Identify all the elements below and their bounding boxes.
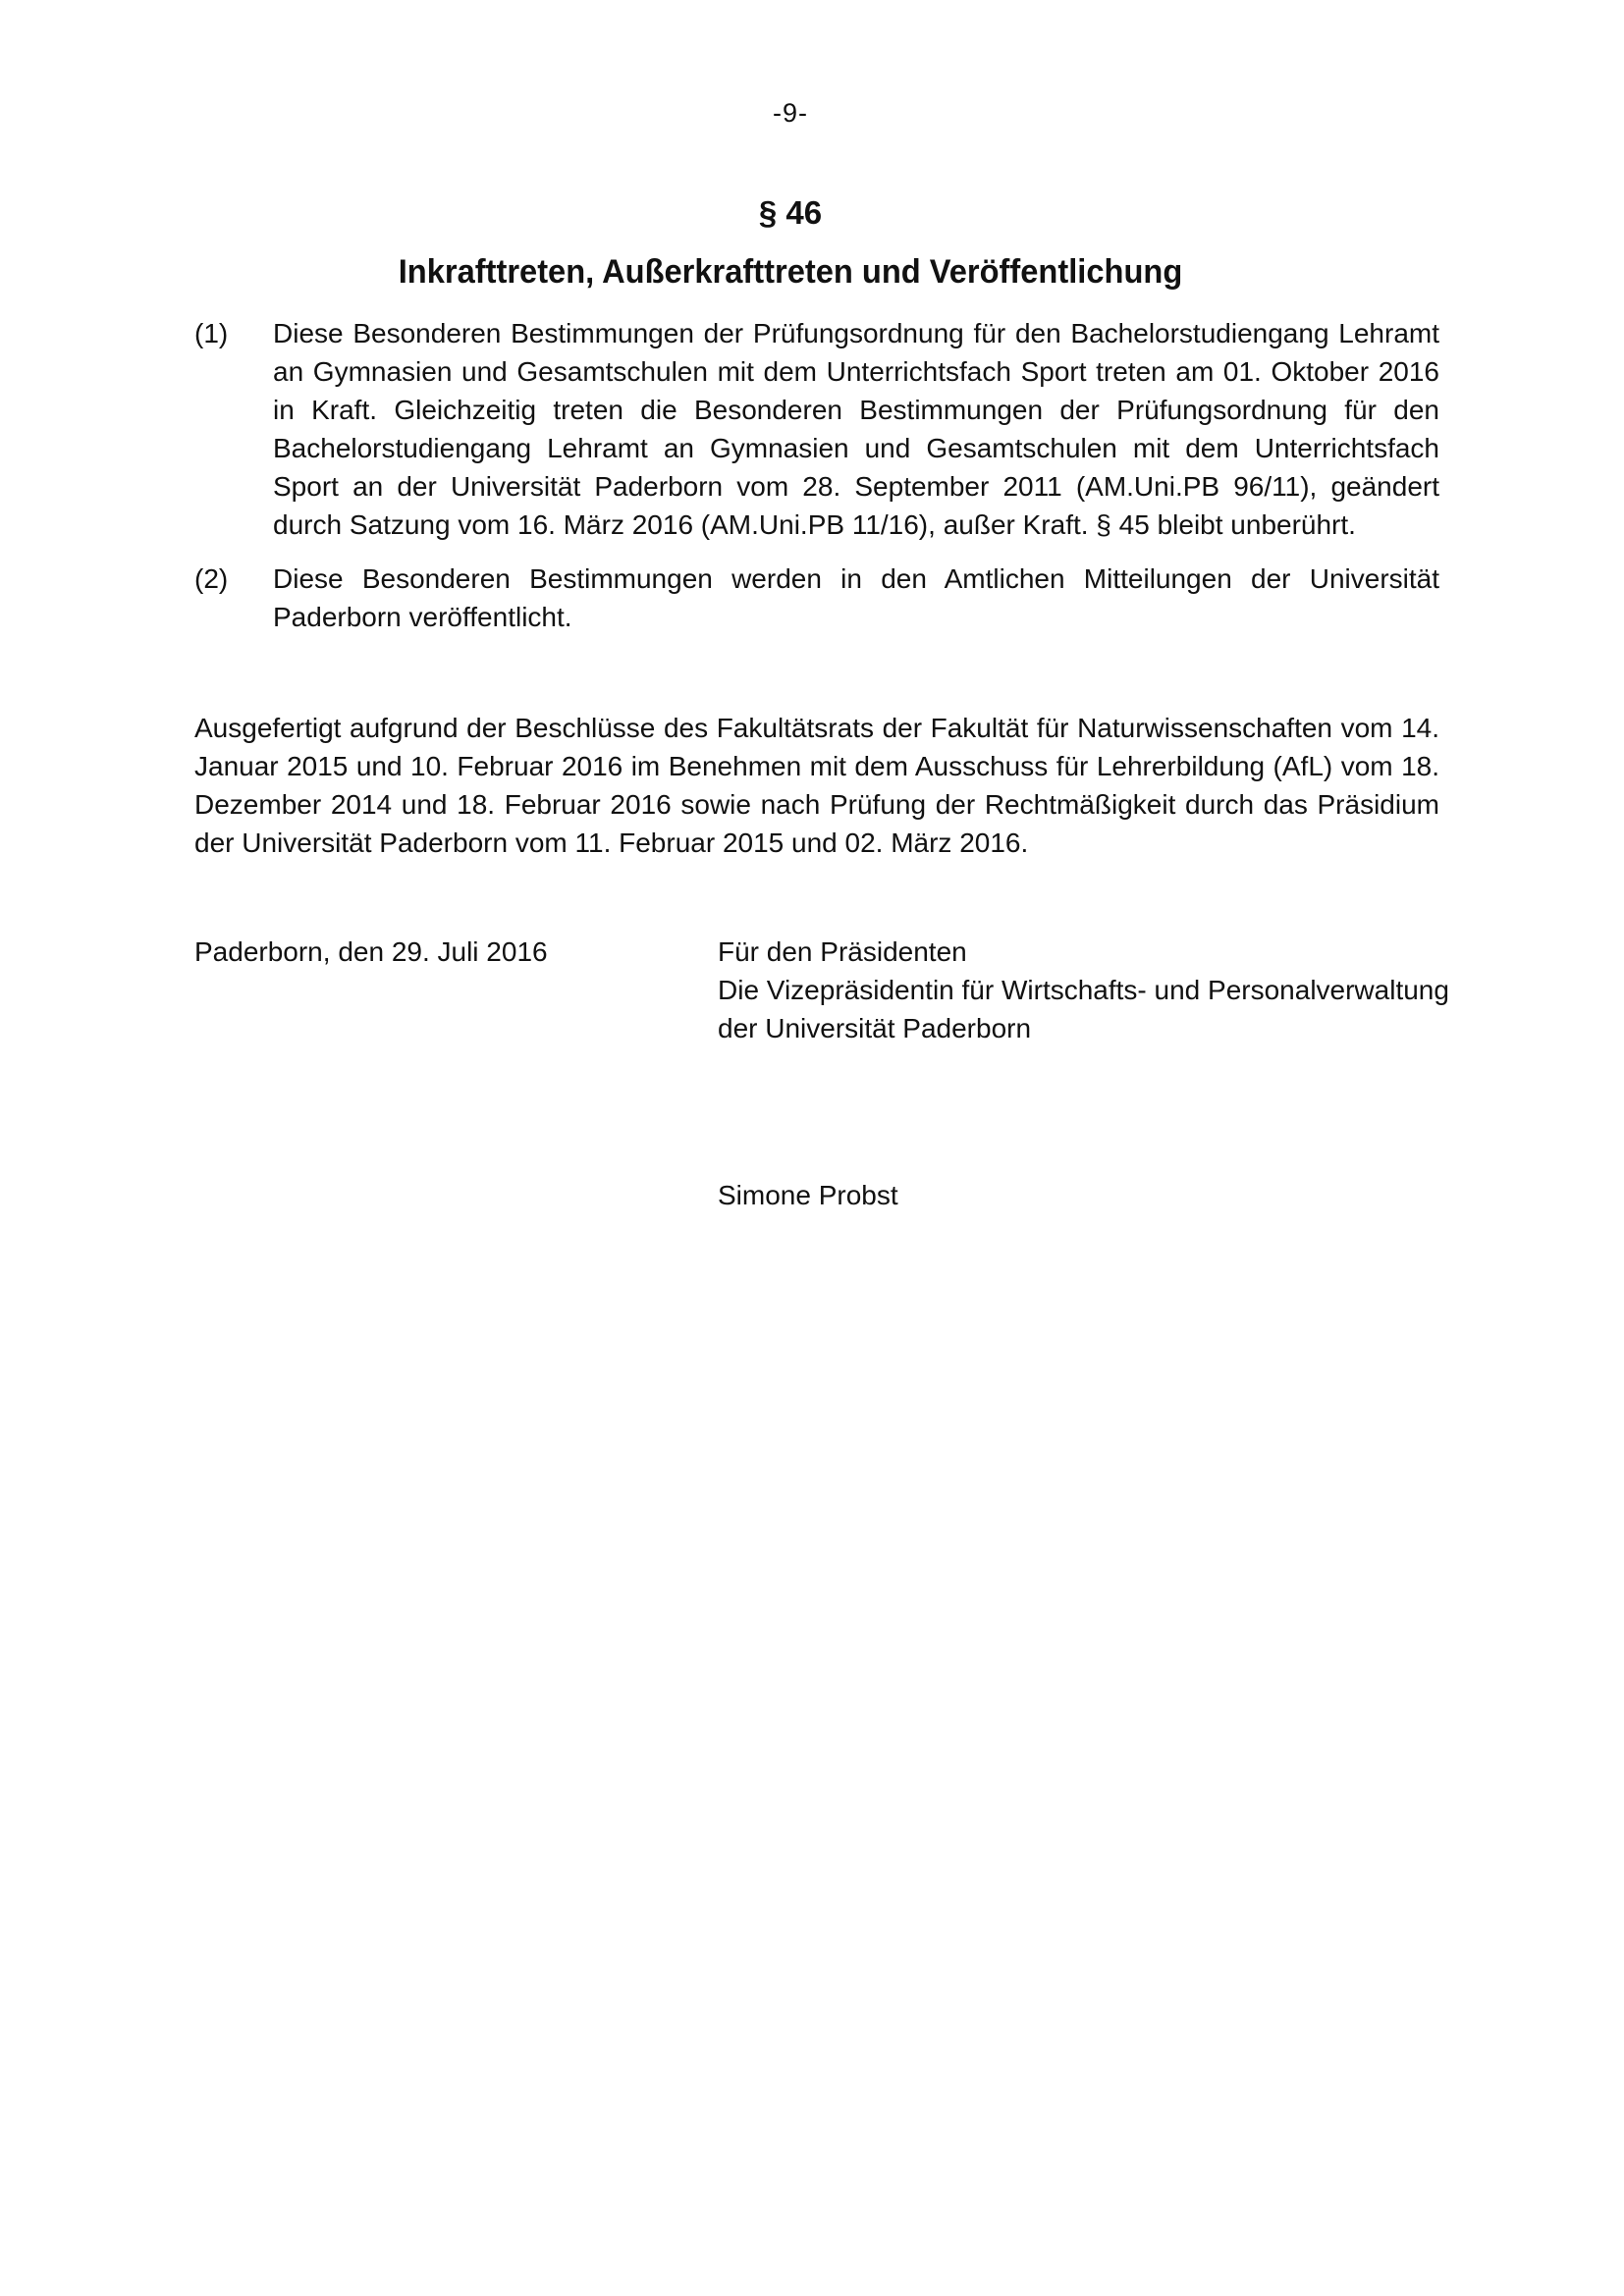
signer-name: Simone Probst <box>718 1180 898 1210</box>
paragraph-1-number: (1) <box>194 318 229 348</box>
signature-block <box>718 933 1449 1047</box>
issued-statement: Ausgefertigt aufgrund der Beschlüsse des Fakultätsrats der Fakultät für Naturwissenschaften vom 14. Januar 2015 und 10. Februar 2016 im Benehmen mit dem Ausschuss für Lehrerbildung (AfL) vom 18. Dezember 2014 und 18. Februar 2016 sowie nach Prüfung der Rechtmäßigkeit durch das Präsidium der Universität Paderborn vom 11. Februar 2015 und 02. März 2016. <box>194 713 1439 858</box>
paragraph-2 <box>194 560 1439 636</box>
signature-line-1: Für den Präsidenten <box>718 936 967 967</box>
paragraph-1-text: Diese Besonderen Bestimmungen der Prüfungsordnung für den Bachelorstudiengang Lehramt an Gymnasien und Gesamtschulen mit dem Unterrichtsfach Sport treten am 01. Oktober 2016 in Kraft. Gleichzeitig treten die Besonderen Bestimmungen der Prüfungsordnung für den Bachelorstudiengang Lehramt an Gymnasien und Gesamtschulen mit dem Unterrichtsfach Sport an der Universität Paderborn vom 28. September 2011 (AM.Uni.PB 96/11), geändert durch Satzung vom 16. März 2016 (AM.Uni.PB 11/16), außer Kraft. § 45 bleibt unberührt. <box>273 318 1439 540</box>
section-title: Inkrafttreten, Außerkrafttreten und Veröffentlichung <box>398 253 1183 291</box>
section-number: § 46 <box>758 194 823 231</box>
paragraph-1 <box>194 314 1439 544</box>
page-number: -9- <box>773 98 808 128</box>
paragraph-2-number: (2) <box>194 563 229 594</box>
paragraph-2-text: Diese Besonderen Bestimmungen werden in den Amtlichen Mitteilungen der Universität Paderborn veröffentlicht. <box>273 563 1439 632</box>
place-date: Paderborn, den 29. Juli 2016 <box>194 936 548 967</box>
signature-line-3: der Universität Paderborn <box>718 1013 1032 1043</box>
signature-line-2: Die Vizepräsidentin für Wirtschafts- und Personalverwaltung <box>718 975 1449 1005</box>
